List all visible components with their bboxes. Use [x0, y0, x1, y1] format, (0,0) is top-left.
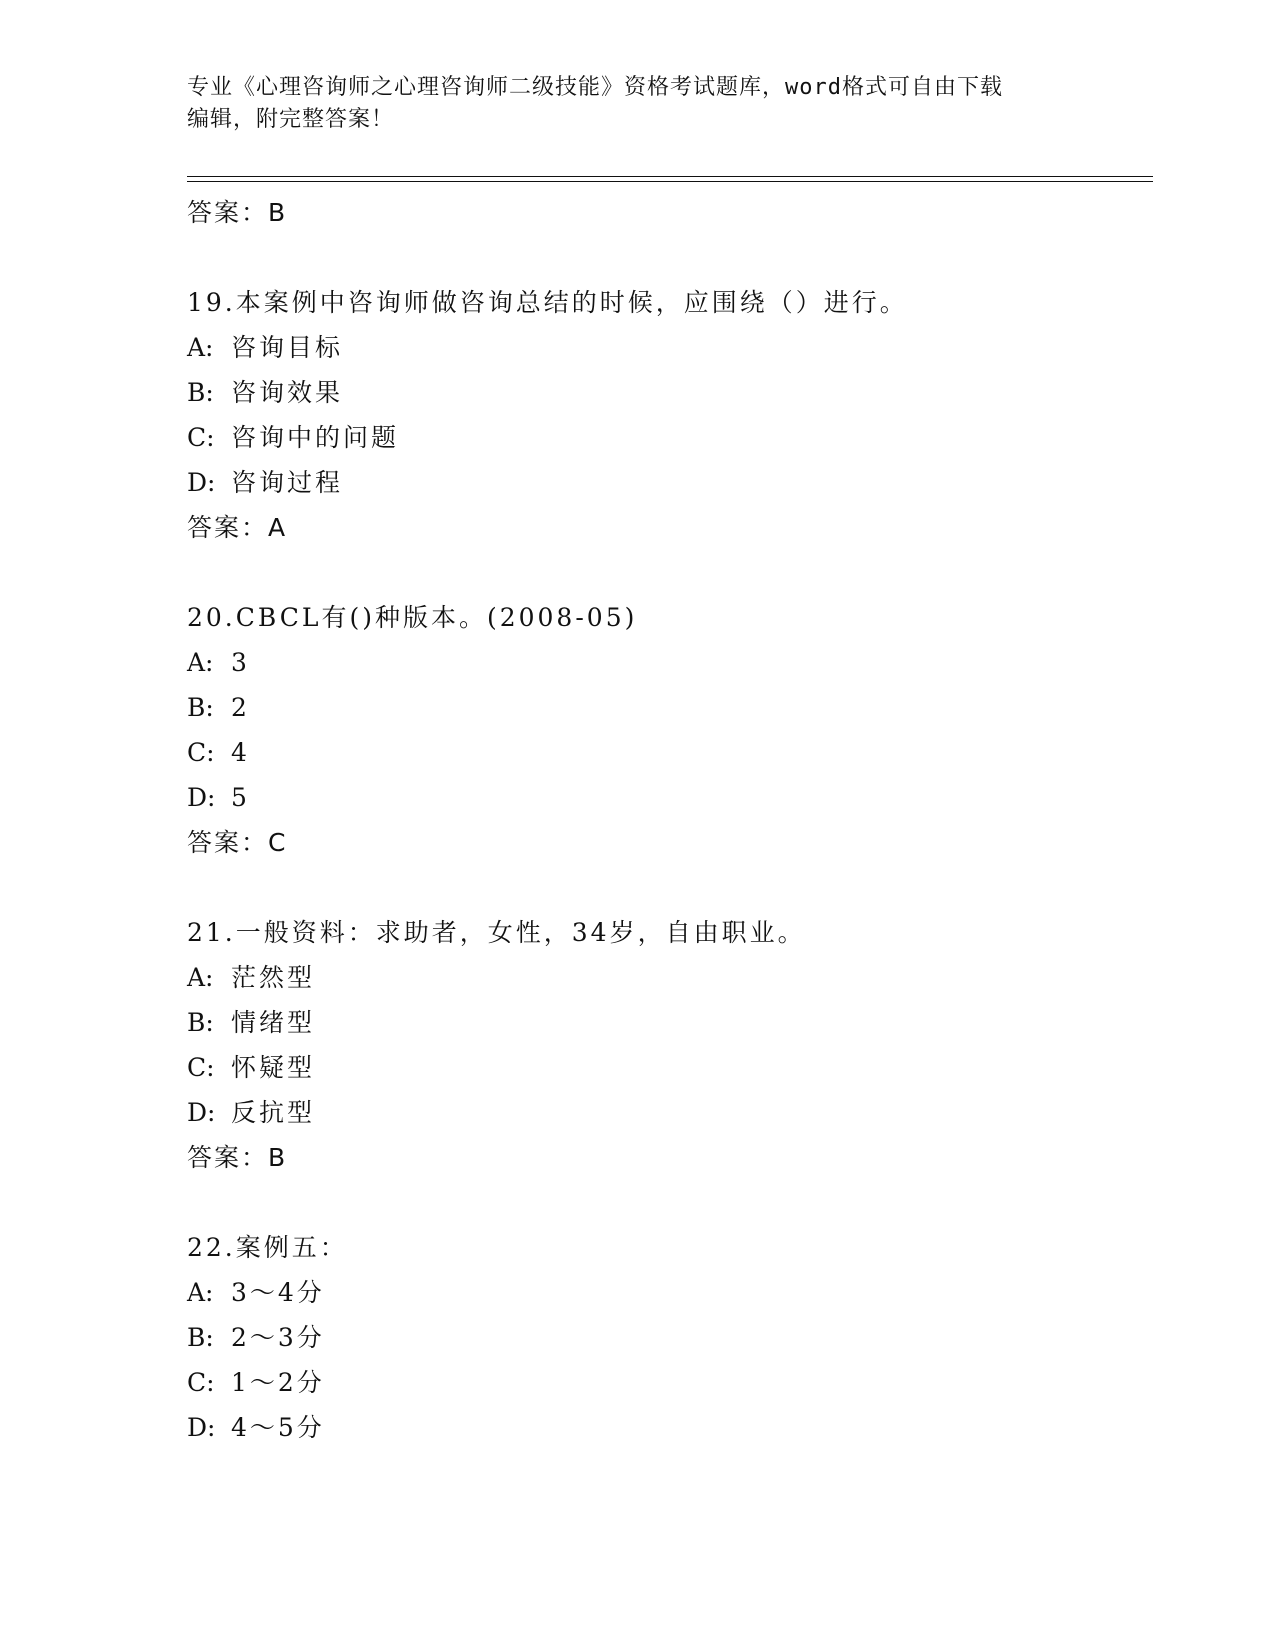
question-text: 22.案例五： — [187, 1233, 348, 1262]
option-letter: A: — [187, 1278, 214, 1307]
option-text: 3～4分 — [231, 1278, 325, 1307]
option-letter: C: — [187, 1368, 215, 1397]
option-letter: C: — [187, 1053, 215, 1082]
option-letter: D: — [187, 1098, 216, 1127]
option-c — [187, 1045, 1153, 1090]
question-list — [187, 190, 1153, 1450]
option-text: 4 — [231, 738, 250, 767]
answer-line: 答案：B — [187, 1143, 288, 1172]
option-b — [187, 1315, 1153, 1360]
option-text: 情绪型 — [231, 1008, 316, 1037]
option-letter: B: — [187, 1323, 214, 1352]
question-text: 19.本案例中咨询师做咨询总结的时候，应围绕（）进行。 — [187, 288, 908, 317]
option-text: 2 — [231, 693, 250, 722]
option-letter: A: — [187, 333, 214, 362]
option-letter: C: — [187, 738, 215, 767]
option-b — [187, 370, 1153, 415]
option-d — [187, 1090, 1153, 1135]
question-block — [187, 595, 1153, 865]
question-block — [187, 910, 1153, 1180]
option-text: 2～3分 — [231, 1323, 325, 1352]
option-letter: A: — [187, 963, 214, 992]
option-letter: B: — [187, 693, 214, 722]
option-letter: D: — [187, 468, 216, 497]
answer-line: 答案：B — [187, 198, 288, 227]
question-text: 21.一般资料：求助者，女性，34岁，自由职业。 — [187, 918, 806, 947]
header-divider-bottom — [187, 181, 1153, 182]
question-block — [187, 1225, 1153, 1450]
option-text: 咨询效果 — [231, 378, 344, 407]
option-d — [187, 460, 1153, 505]
option-c — [187, 730, 1153, 775]
header-line-2: 编辑，附完整答案！ — [187, 107, 395, 132]
option-a — [187, 1270, 1153, 1315]
option-c — [187, 1360, 1153, 1405]
option-letter: D: — [187, 783, 216, 812]
option-letter: B: — [187, 378, 214, 407]
option-text: 咨询中的问题 — [231, 423, 400, 452]
option-letter: B: — [187, 1008, 214, 1037]
option-d — [187, 775, 1153, 820]
answer-line: 答案：A — [187, 513, 288, 542]
option-text: 1～2分 — [231, 1368, 325, 1397]
option-text: 3 — [231, 648, 250, 677]
option-text: 4～5分 — [231, 1413, 325, 1442]
document-header — [187, 72, 1067, 136]
option-c — [187, 415, 1153, 460]
option-b — [187, 1000, 1153, 1045]
option-text: 茫然型 — [231, 963, 316, 992]
option-text: 咨询目标 — [231, 333, 344, 362]
question-text: 20.CBCL有()种版本。(2008-05) — [187, 603, 638, 632]
option-a — [187, 640, 1153, 685]
option-d — [187, 1405, 1153, 1450]
option-text: 5 — [231, 783, 250, 812]
option-letter: C: — [187, 423, 215, 452]
option-letter: A: — [187, 648, 214, 677]
option-text: 咨询过程 — [231, 468, 344, 497]
option-a — [187, 955, 1153, 1000]
option-text: 反抗型 — [231, 1098, 316, 1127]
question-block — [187, 280, 1153, 550]
option-a — [187, 325, 1153, 370]
option-text: 怀疑型 — [231, 1053, 316, 1082]
option-b — [187, 685, 1153, 730]
answer-line: 答案：C — [187, 828, 288, 857]
header-divider-top — [187, 176, 1153, 177]
header-line-1: 专业《心理咨询师之心理咨询师二级技能》资格考试题库，word格式可自由下载 — [187, 75, 1003, 100]
option-letter: D: — [187, 1413, 216, 1442]
